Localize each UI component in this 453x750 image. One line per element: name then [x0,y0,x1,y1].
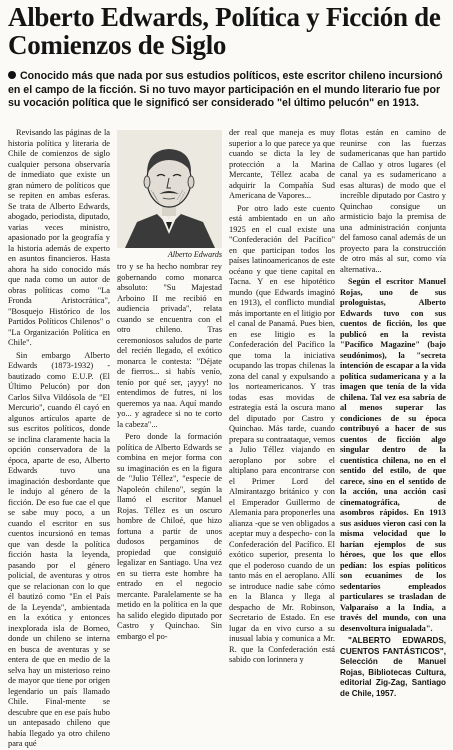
lead-text: Conocido más que nada por sus estudios políticos, este escritor chileno incursionó en el campo de la ficción. Si no tuvo mayor participación en el mundo literario fue por su vocación política que le significó ser considerado "el último pelucón" en 1913. [8,70,443,110]
paragraph: der real que maneja es muy superior a lo que parece ya que cuando se dicta la ley de protección a la Marina Mercante, Téllez acaba de adquirir la Compañía Sud Americana de Vapores... [229,128,335,200]
paragraph: tro y se ha hecho nombrar rey gobernando como monarca absoluto: "Su Majestad Arboino II me recibió en audiencia privada", relata cuando se encuentra con el otro chileno. Tras ceremoniosos saludos de parte del recién llegado, el exótico monarca le contesta: "Déjate de fierros... si habís venío, tenío por qué ser, ¡ayyy! no entendimos de futres, ni los queremos ya naa. Aquí mando yo... y agradece si no te corto la cabeza"... [117,262,222,429]
column-2 [117,262,222,641]
bullet-icon [8,71,16,79]
paragraph: Revisando las páginas de la historia política y literaria de Chile de comienzos de siglo cualquier persona observaría de inmediato que existe un gran número de políticos que se repiten en ambas esferas. Se trata de Alberto Edwards, abogado, periodista, diputado, varias veces ministro, apasionado por la geografía y la historia además de experto en asuntos financieros. Hasta ahora ha sido conocido más que nada como un autor de obras políticas como "La Fronda Aristocrática", "Bosquejo Histórico de los Partidos Políticos Chilenos" o "La Organización Política en Chile". [8,128,110,347]
paragraph: Según el escritor Manuel Rojas, uno de sus prologuistas, Alberto Edwards tuvo con sus cuentos de ficción, los que publicó en la revista "Pacífico Magazine" (bajo seudónimos), la "secreta intención de escapar a la vida política sudamericana y a la imagen que tenía de la vida chilena. Tal vez esa sabría de al menos superar las condiciones de su época contribuyó a hacer de sus cuentos de ficción algo singular dentro de la cuentística chilena, no en el sentido del estilo, de que carece, sino en el sentido de la acción, una acción casi cinematográfica, de asombros rápidos. En 1913 sus asiduos vieron casi con la misma velocidad que lo harían ejemplos de sus héroes, que los que ellos pedían: los espías políticos son ecuanimes de los sedentarios empleados particulares se trasladan de Valparaíso a la India, a través del mundo, con una desenvoltura inigualada". [340,277,446,633]
photo-caption: Alberto Edwards [167,250,222,259]
article-title: Alberto Edwards, Política y Ficción de Comienzos de Siglo [8,2,441,60]
paragraph: Por otro lado este cuento está ambientado en un año 1925 en el cual existe una "Confederación del Pacífico" en que participan todos los países latinoamericanos de este océano y que tiene capital en Tacna. Y en ese hipotético mundo (que Edwards imaginó en 1913), el conflicto mundial más importante en el litigio por el canal de Panamá. Pues bien, en ese litigio es la Confederación del Pacífico la que toma la iniciativa ocupando las tropas chilenas la zona del canal y expulsando a los norteamericanos. Y tras todas esas movidas de estrategia está la oscura mano del diputado por Castro y Quinchao. Más tarde, cuando prepara su contraataque, vemos a Julio Téllez viajando en aeroplano por sobre el altiplano para encontrarse con el Primer Lord del Almirantazgo británico y con el Emperador Guillermo de Alemania para proponerles una alianza -que se ven obligados a aceptar muy a despecho- con la Confederación del Pacífico. El exótico superior, presenta lo que el poderoso cuando de un tanto más en el aeroplano. Allí se introduce nadie sabe cómo en la Blanca y llega al despacho de Mr. Robinson, Secretario de Estado. En ese lugar da en vivo curso a su inusual labia y comunica a Mr. R. que la Confederación está sabido con lorinnera y [229,203,335,664]
column-1 [8,128,110,748]
article-lead [8,70,448,111]
portrait-drawing-icon [117,130,222,248]
paragraph: Pero donde la formación política de Alberto Edwards se combina en mejor forma con su imaginación es en la figura de "Julio Téllez", "especie de Napoleón chileno", según la llamó el escritor Manuel Rojas. Téllez es un oscuro hombre de Chiloé, que hizo fortuna a partir de unos dudosos pergaminos de propiedad que consiguió legalizar en Santiago. Una vez en su tierra este hombre ha entrado en el negocio mercante. Paralelamente se ha metido en la política en la que ha salido elegido diputado por Castro y Quinchao. Sin embargo el po- [117,432,222,641]
book-reference: "ALBERTO EDWARDS, CUENTOS FANTÁSTICOS", Selección de Manuel Rojas, Bibliotecas Cultura, editorial Zig-Zag, Santiago de Chile, 1957. [340,636,446,698]
paragraph: Sin embargo Alberto Edwards (1873-1932) -bautizado como E.U.P. (El Último Pelucón) por don Carlos Silva Vildósola de "El Mercurio", cuando él cayó en algunos artículos aparte de sus escritos políticos, donde se inclina claramente hacia la opción conservadora de la época, aparte de eso, Alberto Edwards tuvo una imaginación desbordante que le indujo al género de la ficción. De eso fue cae el que se sabe muy poco, a un cuando el escritor en sus cuentos incursionó en temas que van desde la política ficción hasta la leyenda, pasando por el género policial, de aventuras y otros que se relacionan con lo que él bautizó como "En el País de la Leyenda", ambientada en la exótica y entonces inexplorada isla de Borneo, donde un chileno se interna en busca de aventuras y se entera de que en medio de la selva hay un misterioso reino de mayor que tiene por origen legendario un país llamado Chile. Final-mente se descubre que en ese país hubo un antepasado chileno que había llegado ya otro chileno para qué [8,350,110,748]
paragraph: flotas están en camino de reunirse con las fuerzas sudamericanas que han partido de Callao y otros lugares (el canal ya es sudamericano a esas alturas) de modo que el increíble diputado por Castro y Quinchao consigue un armisticio bajo la premisa de una administración conjunta del famoso canal además de un proyecto para la construcción de otro más al sur, como vía alternativa... [340,128,446,274]
column-4 [340,128,446,698]
portrait-photo [117,130,222,248]
column-3 [229,128,335,664]
